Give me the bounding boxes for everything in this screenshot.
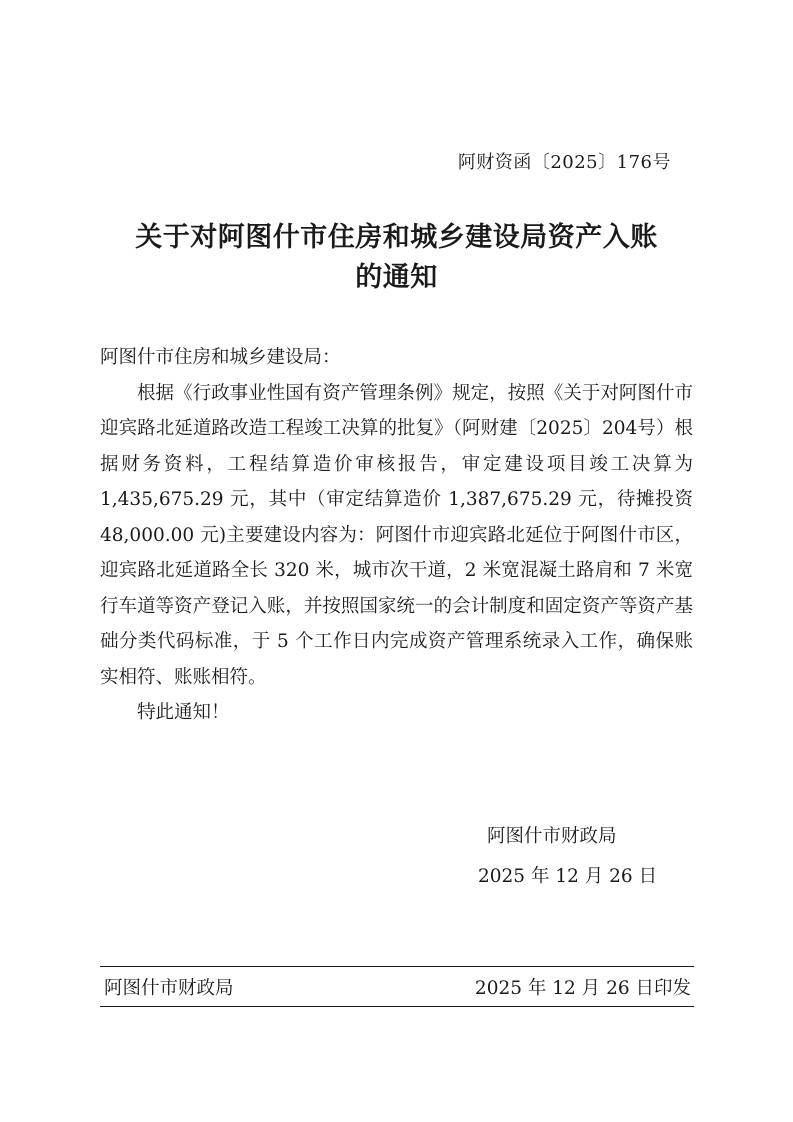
footer-issuer: 阿图什市财政局 bbox=[104, 978, 234, 999]
document-number: 阿财资函〔2025〕176号 bbox=[457, 152, 671, 173]
salutation: 阿图什市住房和城乡建设局： bbox=[100, 347, 341, 368]
document-title-line-1: 关于对阿图什市住房和城乡建设局资产入账 bbox=[135, 222, 658, 253]
body-paragraph-2: 特此通知！ bbox=[137, 702, 230, 723]
body-paragraph-1: 根据《行政事业性国有资产管理条例》规定，按照《关于对阿图什市迎宾路北延道路改造工程竣工决算的批复》（阿财建〔2025〕204号）根据财务资料，工程结算造价审核报告，审定建设项目竣工决算为 1,435,675.29 元，其中（审定结算造价 1,387,675.29 元，待摊投资 48,000.00 元)主要建设内容为：阿图什市迎宾路北延位于阿图什市区，迎宾路北延道路全长 320 米，城市次干道，2 米宽混凝土路肩和 7 米宽行车道等资产登记入账，并按照国家统一的会计制度和固定资产等资产基础分类代码标准，于 5 个工作日内完成资产管理系统录入工作，确保账实相符、账账相符。 bbox=[100, 382, 693, 688]
document-title-line-2: 的通知 bbox=[355, 262, 438, 293]
document-title bbox=[100, 218, 693, 298]
signer-organization: 阿图什市财政局 bbox=[487, 826, 617, 847]
signature-date: 2025 年 12 月 26 日 bbox=[478, 866, 658, 887]
document-body bbox=[100, 340, 693, 731]
footer-print-date: 2025 年 12 月 26 日印发 bbox=[474, 978, 691, 999]
footer-top-rule bbox=[100, 966, 694, 967]
footer-bottom-rule bbox=[100, 1006, 694, 1007]
